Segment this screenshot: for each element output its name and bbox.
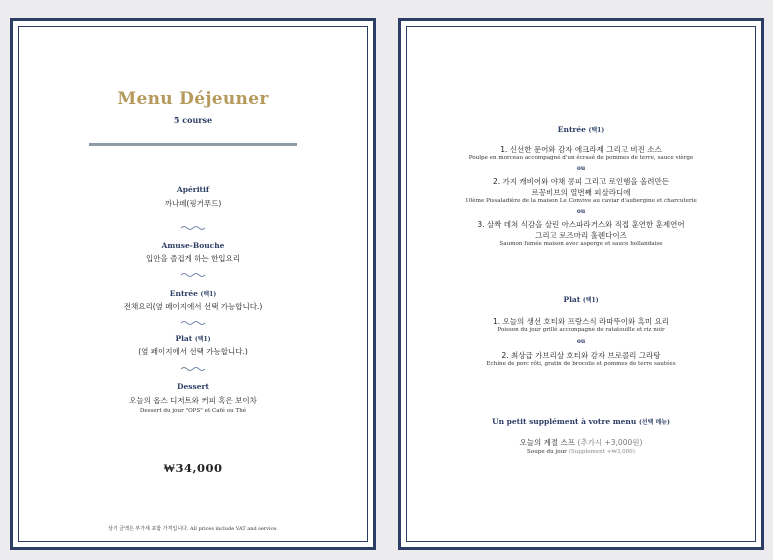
course-aperitif-ko: 까나페(핑거푸드) (164, 199, 222, 208)
entree-section-title: Entrée (택1) (557, 125, 605, 134)
or-separator: ou (576, 338, 586, 345)
plat-item-1-fr: Poisson du jour grillé accompagné de ratatouille et riz noir (497, 327, 665, 333)
flourish-ornament-icon (180, 272, 206, 278)
supplement-fr: Soupe du jour (Supplement +₩3,000) (527, 449, 635, 455)
course-amuse-title: Amuse-Bouche (161, 241, 225, 250)
flourish-ornament-icon (180, 320, 206, 326)
entree-item-3-ko-line2: 그리고 로즈마리 홀렌다이즈 (535, 231, 627, 240)
course-entree-ko: 전채요리(옆 페이지에서 선택 가능합니다.) (123, 302, 263, 311)
entree-item-2-fr: 10ème Pissaladière de la maison Le Convive au caviar d'aubergine et charcuterie (465, 198, 697, 204)
course-plat-ko: (옆 페이지에서 선택 가능합니다.) (138, 347, 248, 356)
menu-page-right (398, 18, 764, 550)
supplement-title: Un petit supplément à votre menu (선택 메뉴) (492, 417, 670, 426)
course-dessert-ko: 오늘의 옵스 디저트와 커피 혹은 보이차 (129, 396, 257, 405)
course-amuse-ko: 입안을 즐겁게 하는 한입요리 (145, 254, 241, 263)
page-inner-border (406, 26, 756, 542)
supplement-ko: 오늘의 계절 스프 (추가시 +3,000원) (519, 438, 643, 447)
course-plat-title: Plat (택1) (175, 334, 211, 343)
menu-price: ₩34,000 (163, 461, 223, 475)
course-dessert-fr: Dessert du jour "OPS" et Café ou Thé (139, 408, 247, 414)
entree-item-1-fr: Poulpe en morceau accompagné d'un écrasé de pommes de terre, sauce vièrge (468, 155, 694, 161)
menu-subtitle: 5 course (173, 115, 213, 125)
entree-item-2-ko: 2. 가지 캐비어와 야채 콩피 그리고 로인햄을 올려만든 (493, 177, 669, 186)
plat-item-2-fr: Echine de porc rôti, gratin de brocolis et pommes de terre sautées (486, 361, 676, 367)
menu-page-left (10, 18, 376, 550)
or-separator: ou (576, 208, 586, 215)
plat-section-title: Plat (택1) (563, 295, 599, 304)
entree-item-3-ko: 3. 살짝 데쳐 식감을 살린 아스파라거스와 직접 훈연한 훈제연어 (477, 220, 685, 229)
title-divider (89, 143, 297, 146)
course-dessert-title: Dessert (177, 382, 209, 391)
flourish-ornament-icon (180, 225, 206, 231)
plat-item-2-ko: 2. 최상급 가브리살 호티와 감자 브로콜리 그라탕 (501, 351, 661, 360)
or-separator: ou (576, 165, 586, 172)
plat-item-1-ko: 1. 오늘의 생선 호티와 프랑스식 라따뚜이와 흑미 요리 (493, 317, 669, 326)
menu-title: Menu Déjeuner (117, 89, 269, 109)
entree-item-3-fr: Saumon fumée maison avec asperge et sauce hollandaise (499, 241, 663, 247)
footer-note: 상기 금액은 부가세 포함 가격입니다. All prices include VAT and service. (108, 526, 278, 532)
course-aperitif-title: Apéritif (176, 185, 210, 194)
flourish-ornament-icon (180, 366, 206, 372)
course-entree-title: Entrée (택1) (169, 289, 217, 298)
entree-item-2-ko-line2: 르꽁비브의 열번째 피살라디에 (531, 188, 631, 197)
entree-item-1-ko: 1. 신선한 문어와 감자 에크라제 그리고 비진 소스 (500, 145, 662, 154)
